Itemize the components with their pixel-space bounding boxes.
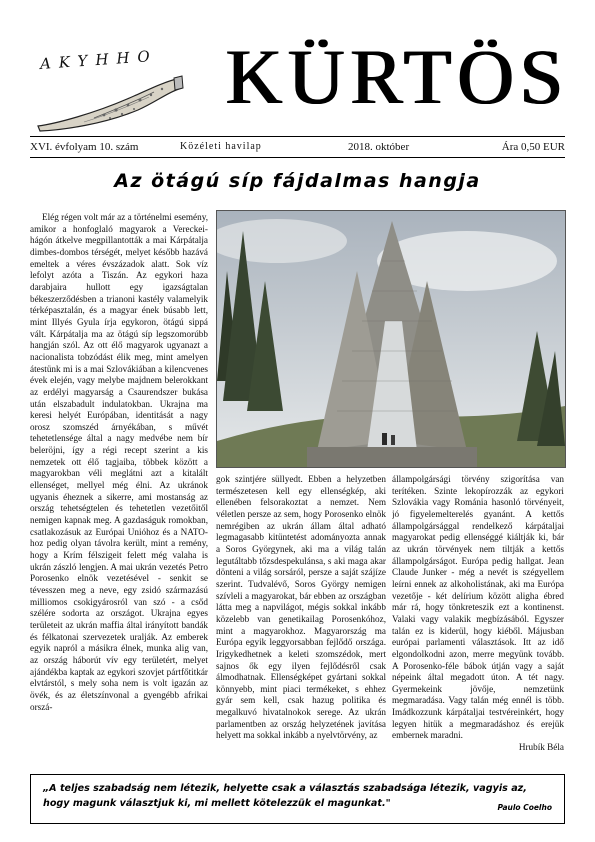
info-bar xyxy=(30,140,565,154)
article-column-1 xyxy=(30,212,208,768)
article-headline: Az ötágú síp fájdalmas hangja xyxy=(114,170,481,192)
volume-info: XVI. évfolyam 10. szám xyxy=(30,141,139,153)
price: Ára 0,50 EUR xyxy=(501,141,565,153)
quote-text: „A teljes szabadság nem létezik, helyette csak a választás szabadsága létezik, vagyis az, hogy magunk választjuk ki, mi mellett kötelezzük el magunkat." xyxy=(43,783,527,809)
article-photo xyxy=(216,210,566,468)
bottom-rule xyxy=(30,157,565,158)
monument-image xyxy=(217,211,565,467)
top-rule xyxy=(30,136,565,137)
newspaper-title: KÜRTÖS xyxy=(225,33,570,120)
article-paragraph: állampolgársági törvény szigorítása van terítéken. Szinte lekopírozzák az egykori Szlovákia vagy Románia hasonló törvényeit, jó figyelemelterelés gyanánt. A kettős állampolgársággal rendelkező kárpátaljai magyarokat pedig ellenséggé kiáltják ki, bár az ukrán törvények nem tiltják a kettős állampolgárságot. Európa pedig hallgat. Jean Claude Junker - még a nevét is szégyellem leírni ennek az alkoholistának, aki ma Európa vezetője - két delírium között aligha ébred már rá, hogy tönkreteszik ezt a kontinenst. Valaki vagy valakik megbízásából. Egyszer talán ez is kiderül, hogy kiéből. Májusban európai parlamenti választások. Itt az idő elgondolkodni azon, merre megyünk tovább. A Porosenko-féle bábok útján vagy a saját népeink által megadott úton. A tét nagy. Gyermekeink jövője, nemzetünk megmaradása. Vagy talán még ennél is több. Imádkozzunk kárpátaljai testvéreinkért, hogy legyen hitük a megmaradáshoz és erejük embernek maradni. xyxy=(392,474,564,741)
article-paragraph: Elég régen volt már az a történelmi esemény, amikor a honfoglaló magyarok a Vereckei-hágón átkelve megpillantották a mai Kárpátalja dimbes-dombos térségét, melyet később hazává emeltek a véres évszázadok alatt. Sok víz lefolyt azóta a Tiszán. Az egykori haza darabjaira hullott egy igazságtalan békeszerződésben a trianoni kastély valamelyik térképasztalán, és a magyar ének búsabb lett, mint Illyés Gyula írja egykoron, ötágú sippá vált. Kárpátalja ma az ötágú síp legszomorúbb hangján szól. Az ott élő magyarok ugyanazt a nacionalista tobzódást élik meg, mint amelyen átestünk mi is a mai Szlovákiában a kilencvenes évek elején, vagy melybe majdnem belerokkant az erdélyi magyarság a Csaurendszer bukása után elszabadult indulatokban. Ukrajna ma keresi helyét Európában, identitását a nagy orosz szomszéd árnyékában, s művét tehetetlensége által a nagy medvébe nem bír beleröjni, így a régi recept szerint a kis nemzetek ott élő tagjaiba, többek között a magyarokban véli meglátni azt a kitalált ellenséget, mellyel még élni. Az ukránok ugyanis éheznek a sikerre, ami mostanság az ország tehetségtelen és tehetetlen vezetőitől nemigen kapnak meg. A gazdaságuk romokban, csatlakozásuk az Európai Unióhoz és a NATO-hoz pedig olyan távolra került, mint a remény, hogy a Krím félszigeit felett még valaha is ukrán zászló lengjen. A mai ukrán vezetés Petro Porosenko elnök vezetésével - senkit se tévesszen meg a neve, egy zsidó származású milliomos csokigyárosról van szó - a csőd szélére sodorta az országot. Ukrajna egyes területeit az ukrán maffia által irányított bandák és félkatonai szervezetek uralják. Az emberek egyik napról a másikra élnek, munka alig van, az ország háborút vív egy területért, melyet ajándékba kaptak az egykori szovjet pártfőtitkár elvtárstól, s mely soha nem is volt igazán az övék, és az életszínvonal a gyengébb afrikai orszá- xyxy=(30,212,208,712)
author-signature: Hrubík Béla xyxy=(518,742,564,753)
publication-type: Közéleti havilap xyxy=(180,141,262,152)
issue-date: 2018. október xyxy=(348,141,410,153)
quote-box xyxy=(30,774,565,824)
article-paragraph: gok szintjére süllyedt. Ebben a helyzetben természetesen kell egy ellenségkép, aki ellenében felsorakoztat a nemzet. Nem véletlen persze az sem, hogy Porosenko elnök nemrégiben az ukrán állam által adható legmagasabb kitüntetést adományozta annak a Soros Györgynek, aki ma a világ talán legutáltabb tőzsdespekulánsa, s aki maga akar dönteni a világ sorsáról, persze a saját szájíze szerint. Tudvalévő, Soros György nemigen szívleli a magyarokat, bár ebben az országban látta meg a napvilágot, mégis sokkal inkább közelebb van genetikailag Porosenkóhoz, mint a magyarokhoz. Magyarország ma Európa egyik leggyorsabban fejlődő országa. Irigykedhetnek a keleti szomszédok, mert sajnos ők egy ilyen fejlődésről csak álmodhatnak. Ellenségképet gyártani sokkal könnyebb, mint piaci termékeket, s ehhez gyár sem kell, csak hazug politika és megalkuvó hivatalnokok serege. Az ukrán parlamentben az ország helyzetének javítása helyett ma sokkal inkább a nyelvtörvény, az xyxy=(216,474,386,741)
logo-text: AKYHHO xyxy=(39,46,159,73)
masthead xyxy=(0,0,595,135)
article-column-3 xyxy=(392,474,564,768)
horn-logo-icon xyxy=(34,74,184,132)
article-column-2 xyxy=(216,474,386,768)
quote-author: Paulo Coelho xyxy=(497,803,552,812)
